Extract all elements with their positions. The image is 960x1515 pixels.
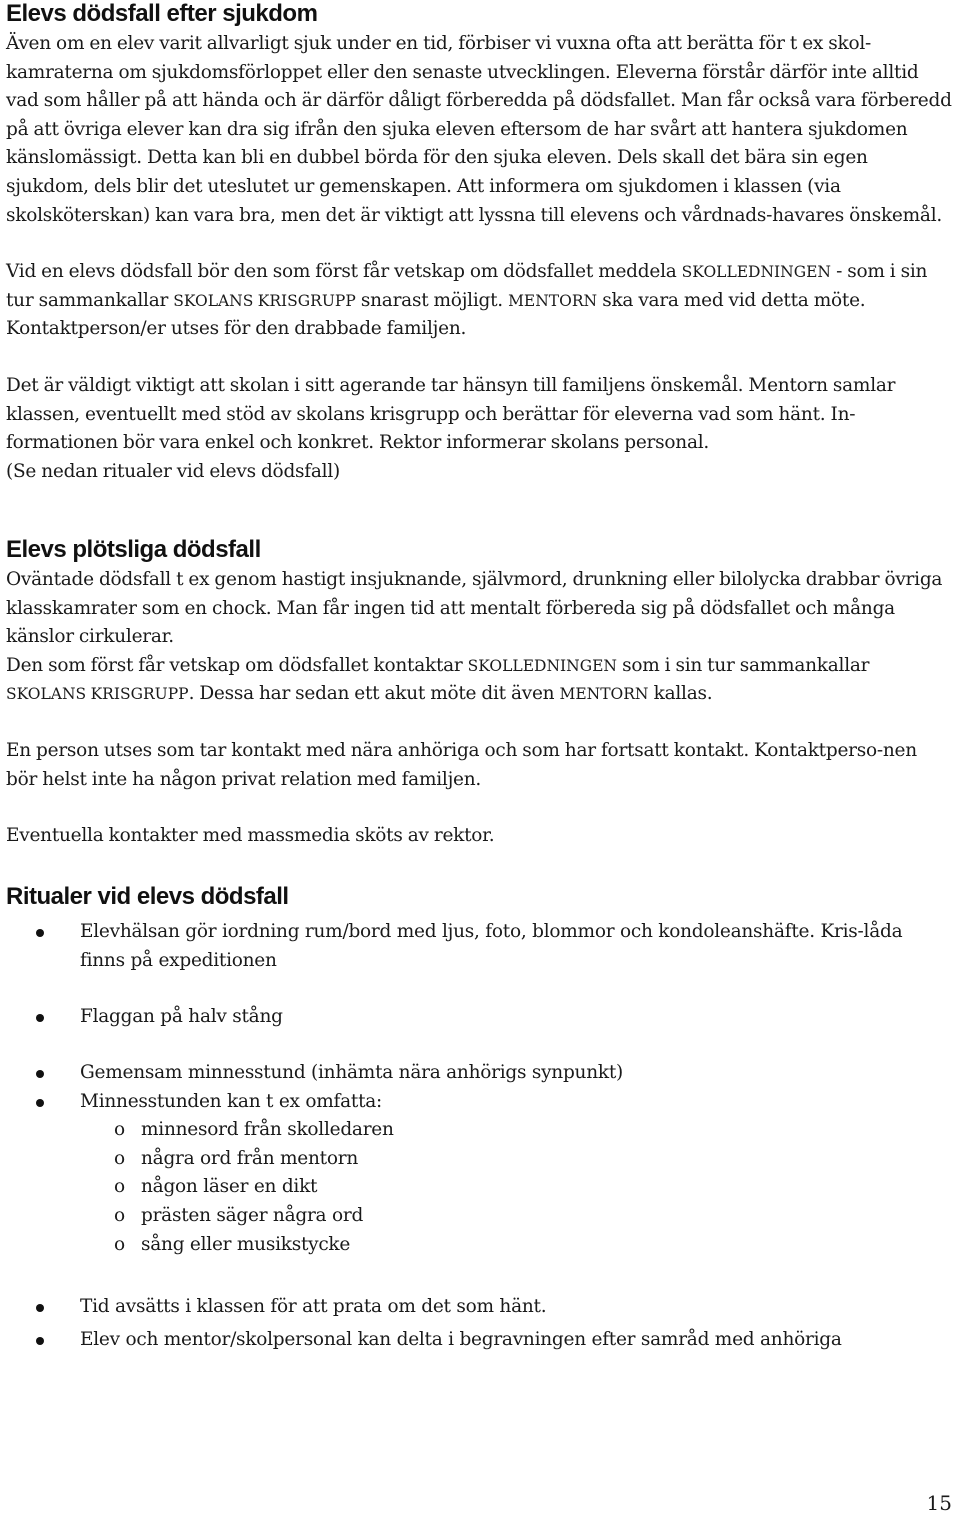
list-item-text: Elev och mentor/skolpersonal kan delta i begravningen efter samråd med anhöriga bbox=[80, 1328, 842, 1350]
paragraph-text: snarast möjligt. bbox=[355, 289, 509, 311]
list-item bbox=[6, 918, 952, 975]
list-item-text: Flaggan på halv stång bbox=[80, 1006, 283, 1027]
emphasis-smallcaps: SKOLANS KRISGRUPP bbox=[6, 685, 189, 704]
rituals-list bbox=[6, 1059, 952, 1259]
bullet-icon bbox=[36, 1304, 44, 1312]
list-item bbox=[6, 1059, 952, 1088]
section-sudden-death-body bbox=[6, 566, 952, 851]
rituals-list bbox=[6, 1293, 952, 1354]
bullet-icon bbox=[36, 1070, 44, 1078]
sub-list-item-text: några ord från mentorn bbox=[141, 1147, 358, 1169]
sub-list-item bbox=[80, 1173, 952, 1202]
list-item-text: Minnesstunden kan t ex omfatta: bbox=[80, 1090, 383, 1112]
paragraph-text: - som i sin tur sammankallar bbox=[6, 261, 928, 311]
page-number: 15 bbox=[926, 1491, 952, 1515]
list-item-text: Gemensam minnesstund (inhämta nära anhörigs synpunkt) bbox=[80, 1062, 623, 1083]
list-item-text: Tid avsätts i klassen för att prata om det som hänt. bbox=[80, 1296, 547, 1317]
paragraph: (Se nedan ritualer vid elevs dödsfall) bbox=[6, 460, 340, 482]
paragraph bbox=[6, 652, 952, 709]
section-heading-rituals: Ritualer vid elevs dödsfall bbox=[6, 883, 289, 910]
bullet-icon bbox=[36, 1014, 44, 1022]
paragraph: Det är väldigt viktigt att skolan i sitt agerande tar hänsyn till familjens önskemål. Mentorn samlar klassen, eventuellt med stöd av skolans krisgrupp och berättar för eleverna vad som hänt. In-formationen bör vara enkel och konkret. Rektor informerar skolans personal. bbox=[6, 374, 896, 454]
section-heading-sudden-death: Elevs plötsliga dödsfall bbox=[6, 536, 261, 563]
sub-list-item-text: någon läser en dikt bbox=[141, 1176, 318, 1198]
emphasis-smallcaps: SKOLLEDNINGEN bbox=[467, 656, 617, 675]
sub-list-item bbox=[80, 1231, 952, 1260]
emphasis-smallcaps: MENTORN bbox=[508, 291, 598, 310]
memorial-sublist bbox=[80, 1116, 952, 1259]
paragraph-text: Man får också vara förberedd på att övriga elever kan dra sig ifrån den sjuka eleven eftersom de har svårt att hantera sjukdomen känslomässigt. Detta kan bli en dubbel börda för den sjuka eleven. Dels skall det bära sin egen sjukdom, dels blir det uteslutet ur gemenskapen. Att informera om sjukdomen i klassen (via skolsköterskan) kan vara bra, men det är viktigt att lyssna till elevens och vårdnads-havares önskemål. bbox=[6, 90, 952, 226]
paragraph-text: Den som först får vetskap om dödsfallet kontaktar bbox=[6, 654, 468, 676]
sub-list-item bbox=[80, 1202, 952, 1231]
circle-bullet-icon: o bbox=[114, 1176, 125, 1198]
bullet-icon bbox=[36, 929, 44, 937]
paragraph bbox=[6, 30, 952, 230]
list-item bbox=[6, 1088, 952, 1260]
paragraph-text: kallas. bbox=[648, 683, 713, 705]
emphasis-smallcaps: SKOLLEDNINGEN bbox=[681, 263, 831, 282]
sub-list-item-text: sång eller musikstycke bbox=[141, 1233, 351, 1255]
circle-bullet-icon: o bbox=[114, 1119, 125, 1141]
section-heading-illness-death: Elevs dödsfall efter sjukdom bbox=[6, 0, 318, 27]
bullet-icon bbox=[36, 1337, 44, 1345]
paragraph: Oväntade dödsfall t ex genom hastigt insjuknande, självmord, drunkning eller bilolycka drabbar övriga klasskamrater som en chock. Man får ingen tid att mentalt förbereda sig på dödsfallet och många känslor cirkulerar. bbox=[6, 569, 943, 648]
paragraph bbox=[6, 258, 952, 344]
bullet-icon bbox=[36, 1099, 44, 1107]
emphasis-smallcaps: SKOLANS KRISGRUPP bbox=[173, 291, 356, 310]
paragraph-text: Vid en elevs dödsfall bör den som först får vetskap om dödsfallet meddela bbox=[6, 261, 682, 283]
list-item bbox=[6, 1326, 952, 1355]
list-item-text: Elevhälsan gör iordning rum/bord med ljus, foto, blommor och kondoleanshäfte. Kris-låda finns på expeditionen bbox=[80, 921, 903, 971]
paragraph-text: som i sin tur sammankallar bbox=[616, 654, 870, 676]
sub-list-item-text: minnesord från skolledaren bbox=[141, 1119, 394, 1141]
paragraph-text: ska vara med vid detta möte. Kontaktperson/er utses för den drabbade familjen. bbox=[6, 289, 866, 340]
circle-bullet-icon: o bbox=[114, 1233, 125, 1255]
circle-bullet-icon: o bbox=[114, 1147, 125, 1169]
rituals-list bbox=[6, 1003, 952, 1032]
sub-list-item bbox=[80, 1145, 952, 1174]
paragraph-text: . Dessa har sedan ett akut möte dit även bbox=[188, 683, 560, 705]
emphasis-smallcaps: MENTORN bbox=[559, 685, 649, 704]
paragraph: En person utses som tar kontakt med nära anhöriga och som har fortsatt kontakt. Kontaktperso-nen bör helst inte ha någon privat relation med familjen. bbox=[6, 739, 917, 790]
section-illness-death-body bbox=[6, 30, 952, 486]
paragraph: Eventuella kontakter med massmedia sköts av rektor. bbox=[6, 825, 495, 847]
circle-bullet-icon: o bbox=[114, 1204, 125, 1226]
sub-list-item bbox=[80, 1116, 952, 1145]
list-item bbox=[6, 1293, 952, 1322]
list-item bbox=[6, 1003, 952, 1032]
rituals-list bbox=[6, 918, 952, 975]
sub-list-item-text: prästen säger några ord bbox=[141, 1204, 364, 1226]
paragraph-text: Även om en elev varit allvarligt sjuk under en tid, förbiser vi vuxna ofta att berätta för t ex skol-kamraterna om sjukdomsförloppet eller den senaste utvecklingen. Eleverna förstår därför inte alltid vad som håller på att hända och är därför dåligt förberedda på dödsfallet. bbox=[6, 33, 919, 112]
